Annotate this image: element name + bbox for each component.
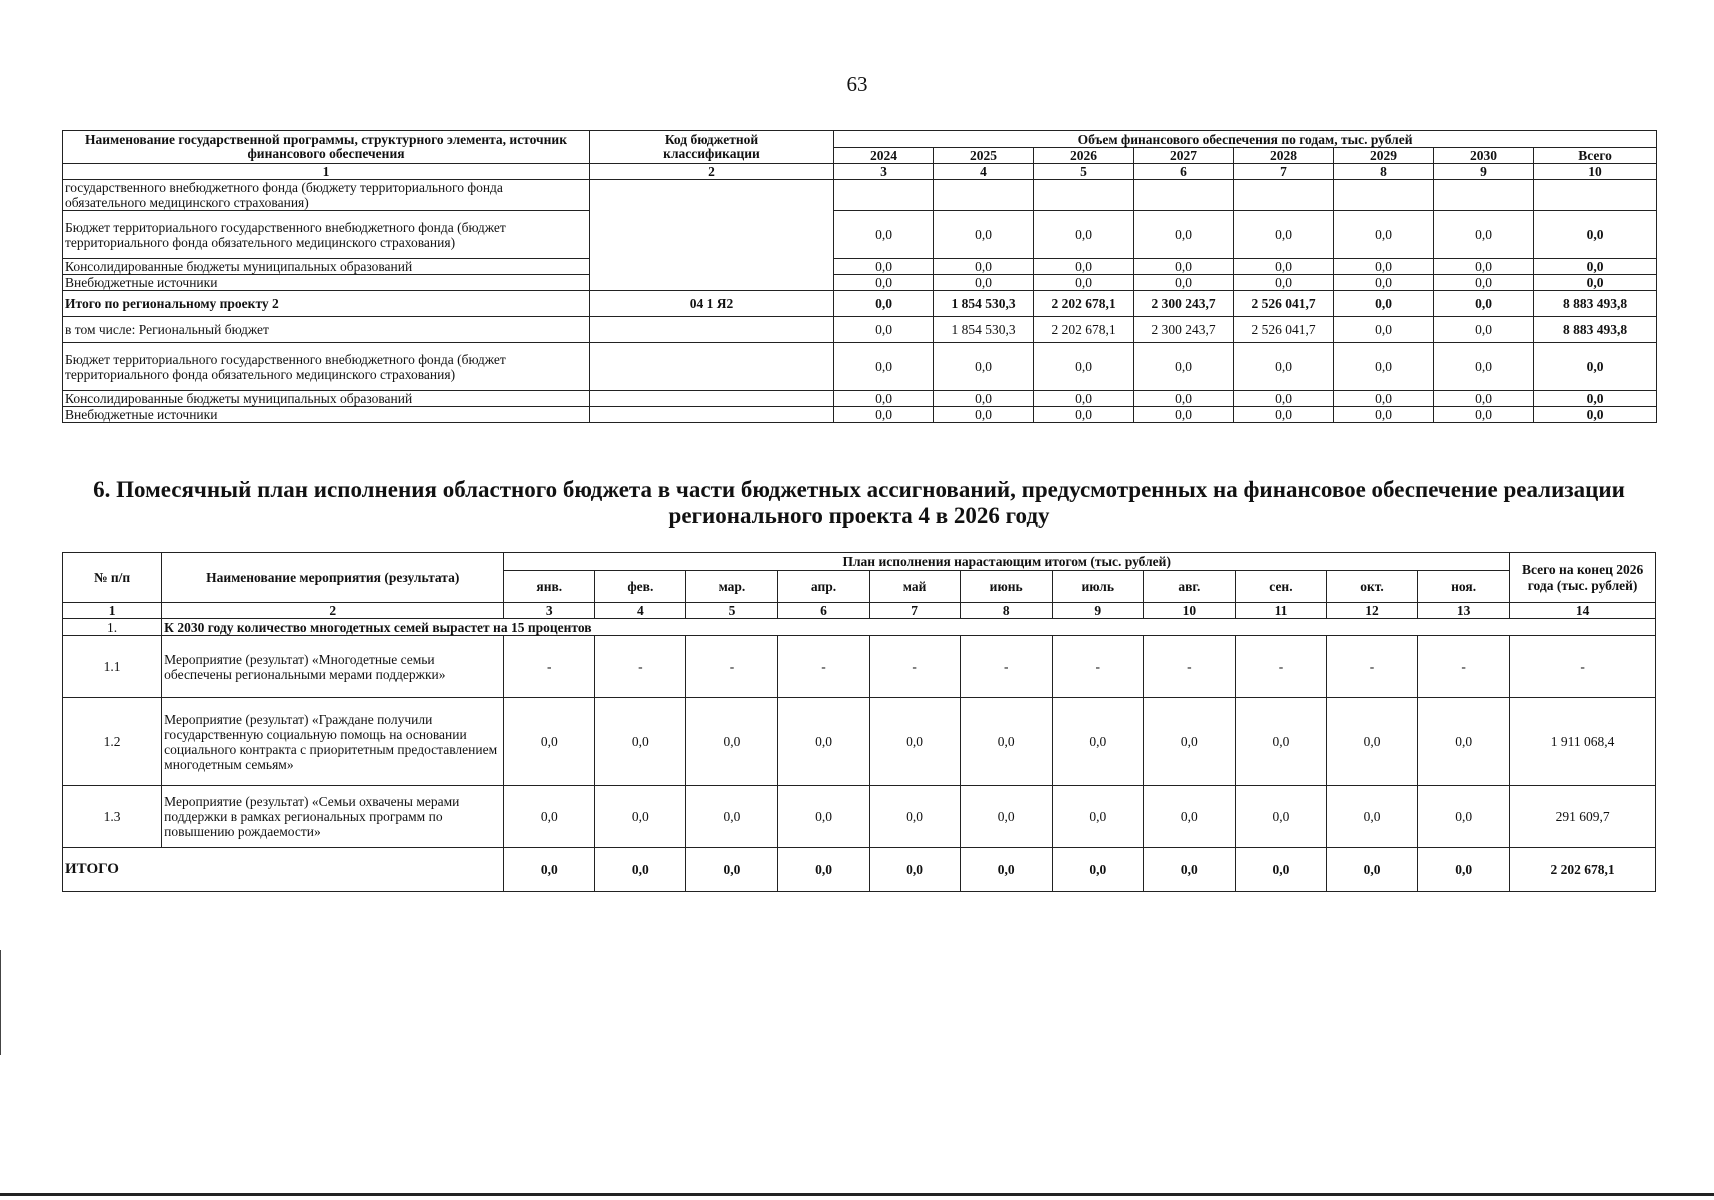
month-value: 0,0: [1052, 786, 1143, 848]
column-number: 6: [778, 603, 869, 619]
column-number: 5: [1034, 164, 1134, 180]
row-value: 0,0: [834, 259, 934, 275]
table-row: [63, 291, 1657, 317]
scan-bottom-line: [0, 1193, 1714, 1196]
month-value: -: [778, 636, 869, 698]
row-value: 0,0: [1234, 259, 1334, 275]
header-month: апр.: [778, 571, 869, 603]
row-code: 04 1 Я2: [590, 291, 834, 317]
activity-name: Мероприятие (результат) «Многодетные семьи обеспечены региональными мерами поддержки»: [162, 636, 504, 698]
row-value: 2 526 041,7: [1234, 317, 1334, 343]
row-value: 0,0: [834, 211, 934, 259]
header-month: июль: [1052, 571, 1143, 603]
row-total: -: [1510, 636, 1656, 698]
table-row: [63, 259, 1657, 275]
column-number: 1: [63, 164, 590, 180]
row-number: 1.1: [63, 636, 162, 698]
header-year: 2024: [834, 148, 934, 164]
row-name: Внебюджетные источники: [63, 275, 590, 291]
row-value: 0,0: [1134, 391, 1234, 407]
month-value: 0,0: [869, 698, 960, 786]
row-value: 0,0: [1134, 275, 1234, 291]
row-value: 0,0: [1434, 343, 1534, 391]
header-year: 2030: [1434, 148, 1534, 164]
month-value: 0,0: [595, 698, 686, 786]
column-number: 9: [1052, 603, 1143, 619]
row-name: Консолидированные бюджеты муниципальных образований: [63, 391, 590, 407]
row-value: 0,0: [934, 259, 1034, 275]
column-number: 8: [1334, 164, 1434, 180]
column-number: 7: [1234, 164, 1334, 180]
row-total: 8 883 493,8: [1534, 317, 1657, 343]
month-value: 0,0: [1326, 698, 1417, 786]
row-value: 0,0: [1334, 407, 1434, 423]
column-number: 6: [1134, 164, 1234, 180]
row-value: 0,0: [1434, 317, 1534, 343]
row-value: 0,0: [934, 391, 1034, 407]
row-value: 2 202 678,1: [1034, 317, 1134, 343]
row-value: 0,0: [834, 317, 934, 343]
row-value: 2 300 243,7: [1134, 317, 1234, 343]
row-value: 0,0: [1134, 407, 1234, 423]
row-code: [590, 407, 834, 423]
month-value: 0,0: [1052, 698, 1143, 786]
row-value: 0,0: [1434, 391, 1534, 407]
header-volume: Объем финансового обеспечения по годам, тыс. рублей: [834, 131, 1657, 148]
row-name: Итого по региональному проекту 2: [63, 291, 590, 317]
total-month-value: 0,0: [1418, 848, 1510, 892]
row-value: 1 854 530,3: [934, 317, 1034, 343]
month-value: 0,0: [1143, 698, 1235, 786]
row-value: 0,0: [834, 407, 934, 423]
row-value: 0,0: [834, 291, 934, 317]
row-value: 0,0: [1234, 211, 1334, 259]
row-total: 0,0: [1534, 343, 1657, 391]
goal-number: 1.: [63, 619, 162, 636]
total-month-value: 0,0: [778, 848, 869, 892]
total-month-value: 0,0: [1326, 848, 1417, 892]
table-row: [63, 391, 1657, 407]
row-code: [590, 391, 834, 407]
row-value: [834, 180, 934, 211]
header-year: Всего: [1534, 148, 1657, 164]
row-value: 0,0: [1334, 317, 1434, 343]
table-row: [63, 636, 1656, 698]
goal-text: К 2030 году количество многодетных семей вырастет на 15 процентов: [162, 619, 1656, 636]
header-activity: Наименование мероприятия (результата): [162, 553, 504, 603]
row-value: 1 854 530,3: [934, 291, 1034, 317]
row-total: 1 911 068,4: [1510, 698, 1656, 786]
month-value: 0,0: [778, 786, 869, 848]
row-value: 0,0: [1034, 275, 1134, 291]
row-value: 0,0: [1334, 391, 1434, 407]
row-value: 0,0: [1034, 343, 1134, 391]
row-value: 0,0: [1434, 407, 1534, 423]
row-value: 0,0: [1034, 407, 1134, 423]
row-value: 0,0: [934, 407, 1034, 423]
header-month: авг.: [1143, 571, 1235, 603]
total-month-value: 0,0: [960, 848, 1052, 892]
row-value: 0,0: [1334, 343, 1434, 391]
column-number: 12: [1326, 603, 1417, 619]
row-number: 1.3: [63, 786, 162, 848]
header-total: Всего на конец 2026 года (тыс. рублей): [1510, 553, 1656, 603]
row-value: 0,0: [1434, 259, 1534, 275]
month-value: 0,0: [869, 786, 960, 848]
row-value: 2 202 678,1: [1034, 291, 1134, 317]
row-name: в том числе: Региональный бюджет: [63, 317, 590, 343]
activity-name: Мероприятие (результат) «Семьи охвачены мерами поддержки в рамках региональных программ по повышению рождаемости»: [162, 786, 504, 848]
table-row: [63, 211, 1657, 259]
row-total: 291 609,7: [1510, 786, 1656, 848]
month-value: 0,0: [1418, 698, 1510, 786]
total-row: [63, 848, 1656, 892]
row-total: 0,0: [1534, 211, 1657, 259]
header-month: янв.: [504, 571, 595, 603]
goal-row: [63, 619, 1656, 636]
row-value: 0,0: [1234, 391, 1334, 407]
column-number: 14: [1510, 603, 1656, 619]
table-row: [63, 698, 1656, 786]
column-number: 10: [1143, 603, 1235, 619]
row-value: [1334, 180, 1434, 211]
total-month-value: 0,0: [1143, 848, 1235, 892]
row-value: 0,0: [934, 275, 1034, 291]
row-total: 0,0: [1534, 407, 1657, 423]
row-value: [1134, 180, 1234, 211]
total-label: ИТОГО: [63, 848, 504, 892]
section-title: 6. Помесячный план исполнения областного бюджета в части бюджетных ассигнований, предусмотренных на финансовое обеспечение реализации регионального проекта 4 в 2026 году: [93, 477, 1625, 528]
table-row: [63, 407, 1657, 423]
row-value: 0,0: [1434, 211, 1534, 259]
month-value: 0,0: [686, 698, 778, 786]
total-month-value: 0,0: [504, 848, 595, 892]
column-number: 4: [934, 164, 1034, 180]
row-total: 0,0: [1534, 259, 1657, 275]
row-value: [1434, 180, 1534, 211]
table-row: [63, 343, 1657, 391]
month-value: 0,0: [504, 698, 595, 786]
column-number: 10: [1534, 164, 1657, 180]
header-year: 2028: [1234, 148, 1334, 164]
header-num: № п/п: [63, 553, 162, 603]
row-value: 0,0: [1434, 275, 1534, 291]
column-number: 2: [590, 164, 834, 180]
column-number: 4: [595, 603, 686, 619]
month-value: 0,0: [1326, 786, 1417, 848]
row-value: 0,0: [1434, 291, 1534, 317]
column-number: 7: [869, 603, 960, 619]
header-month: окт.: [1326, 571, 1417, 603]
financing-table: [62, 130, 1657, 423]
row-number: 1.2: [63, 698, 162, 786]
monthly-plan-table: [62, 552, 1656, 892]
month-value: 0,0: [960, 786, 1052, 848]
table-row: [63, 786, 1656, 848]
row-name: Бюджет территориального государственного внебюджетного фонда (бюджет территориального фонда обязательного медицинского страхования): [63, 211, 590, 259]
month-value: -: [1326, 636, 1417, 698]
total-month-value: 0,0: [686, 848, 778, 892]
month-value: 0,0: [778, 698, 869, 786]
header-plan: План исполнения нарастающим итогом (тыс. рублей): [504, 553, 1510, 571]
row-value: 0,0: [1234, 275, 1334, 291]
header-year: 2029: [1334, 148, 1434, 164]
month-value: -: [1052, 636, 1143, 698]
month-value: 0,0: [1235, 698, 1326, 786]
row-value: 0,0: [1234, 407, 1334, 423]
header-code: Код бюджетной классификации: [590, 131, 834, 164]
row-code: [590, 180, 834, 291]
row-value: 0,0: [1334, 275, 1434, 291]
grand-total: 2 202 678,1: [1510, 848, 1656, 892]
total-month-value: 0,0: [869, 848, 960, 892]
row-value: 0,0: [834, 391, 934, 407]
month-value: 0,0: [960, 698, 1052, 786]
header-month: сен.: [1235, 571, 1326, 603]
row-value: [1034, 180, 1134, 211]
row-value: 0,0: [934, 211, 1034, 259]
column-number: 3: [834, 164, 934, 180]
column-number: 5: [686, 603, 778, 619]
month-value: -: [1143, 636, 1235, 698]
row-value: [934, 180, 1034, 211]
header-year: 2025: [934, 148, 1034, 164]
month-value: 0,0: [595, 786, 686, 848]
column-number: 9: [1434, 164, 1534, 180]
row-name: государственного внебюджетного фонда (бюджету территориального фонда обязательного медицинского страхования): [63, 180, 590, 211]
column-number: 1: [63, 603, 162, 619]
table-row: [63, 317, 1657, 343]
row-value: 2 526 041,7: [1234, 291, 1334, 317]
month-value: 0,0: [1143, 786, 1235, 848]
header-month: мар.: [686, 571, 778, 603]
row-value: 0,0: [1334, 259, 1434, 275]
month-value: -: [960, 636, 1052, 698]
row-total: 8 883 493,8: [1534, 291, 1657, 317]
row-value: [1234, 180, 1334, 211]
row-value: 0,0: [1334, 211, 1434, 259]
row-code: [590, 317, 834, 343]
table-row: [63, 275, 1657, 291]
month-value: 0,0: [1418, 786, 1510, 848]
header-name: Наименование государственной программы, структурного элемента, источник финансового обеспечения: [63, 131, 590, 164]
column-number: 3: [504, 603, 595, 619]
header-month: май: [869, 571, 960, 603]
row-total: 0,0: [1534, 275, 1657, 291]
row-value: 2 300 243,7: [1134, 291, 1234, 317]
row-value: 0,0: [1134, 343, 1234, 391]
page-number: 63: [846, 72, 868, 96]
row-code: [590, 343, 834, 391]
month-value: -: [1418, 636, 1510, 698]
row-value: 0,0: [1234, 343, 1334, 391]
row-total: 0,0: [1534, 391, 1657, 407]
month-value: -: [1235, 636, 1326, 698]
month-value: 0,0: [504, 786, 595, 848]
row-total: [1534, 180, 1657, 211]
header-month: ноя.: [1418, 571, 1510, 603]
column-number: 11: [1235, 603, 1326, 619]
row-value: 0,0: [834, 275, 934, 291]
header-year: 2026: [1034, 148, 1134, 164]
column-number: 13: [1418, 603, 1510, 619]
month-value: -: [869, 636, 960, 698]
header-month: июнь: [960, 571, 1052, 603]
row-value: 0,0: [1034, 259, 1134, 275]
row-value: 0,0: [934, 343, 1034, 391]
row-name: Бюджет территориального государственного внебюджетного фонда (бюджет территориального фонда обязательного медицинского страхования): [63, 343, 590, 391]
row-value: 0,0: [1034, 391, 1134, 407]
total-month-value: 0,0: [1235, 848, 1326, 892]
row-value: 0,0: [1334, 291, 1434, 317]
total-month-value: 0,0: [595, 848, 686, 892]
month-value: -: [504, 636, 595, 698]
month-value: -: [686, 636, 778, 698]
row-value: 0,0: [834, 343, 934, 391]
activity-name: Мероприятие (результат) «Граждане получили государственную социальную помощь на основании социального контракта с приоритетным предоставлением многодетным семьям»: [162, 698, 504, 786]
total-month-value: 0,0: [1052, 848, 1143, 892]
row-value: 0,0: [1134, 211, 1234, 259]
table-row: [63, 180, 1657, 211]
month-value: 0,0: [1235, 786, 1326, 848]
row-name: Консолидированные бюджеты муниципальных образований: [63, 259, 590, 275]
row-name: Внебюджетные источники: [63, 407, 590, 423]
scan-edge-mark: [0, 950, 1, 1055]
month-value: 0,0: [686, 786, 778, 848]
column-number: 8: [960, 603, 1052, 619]
month-value: -: [595, 636, 686, 698]
header-year: 2027: [1134, 148, 1234, 164]
row-value: 0,0: [1134, 259, 1234, 275]
header-month: фев.: [595, 571, 686, 603]
row-value: 0,0: [1034, 211, 1134, 259]
column-number: 2: [162, 603, 504, 619]
